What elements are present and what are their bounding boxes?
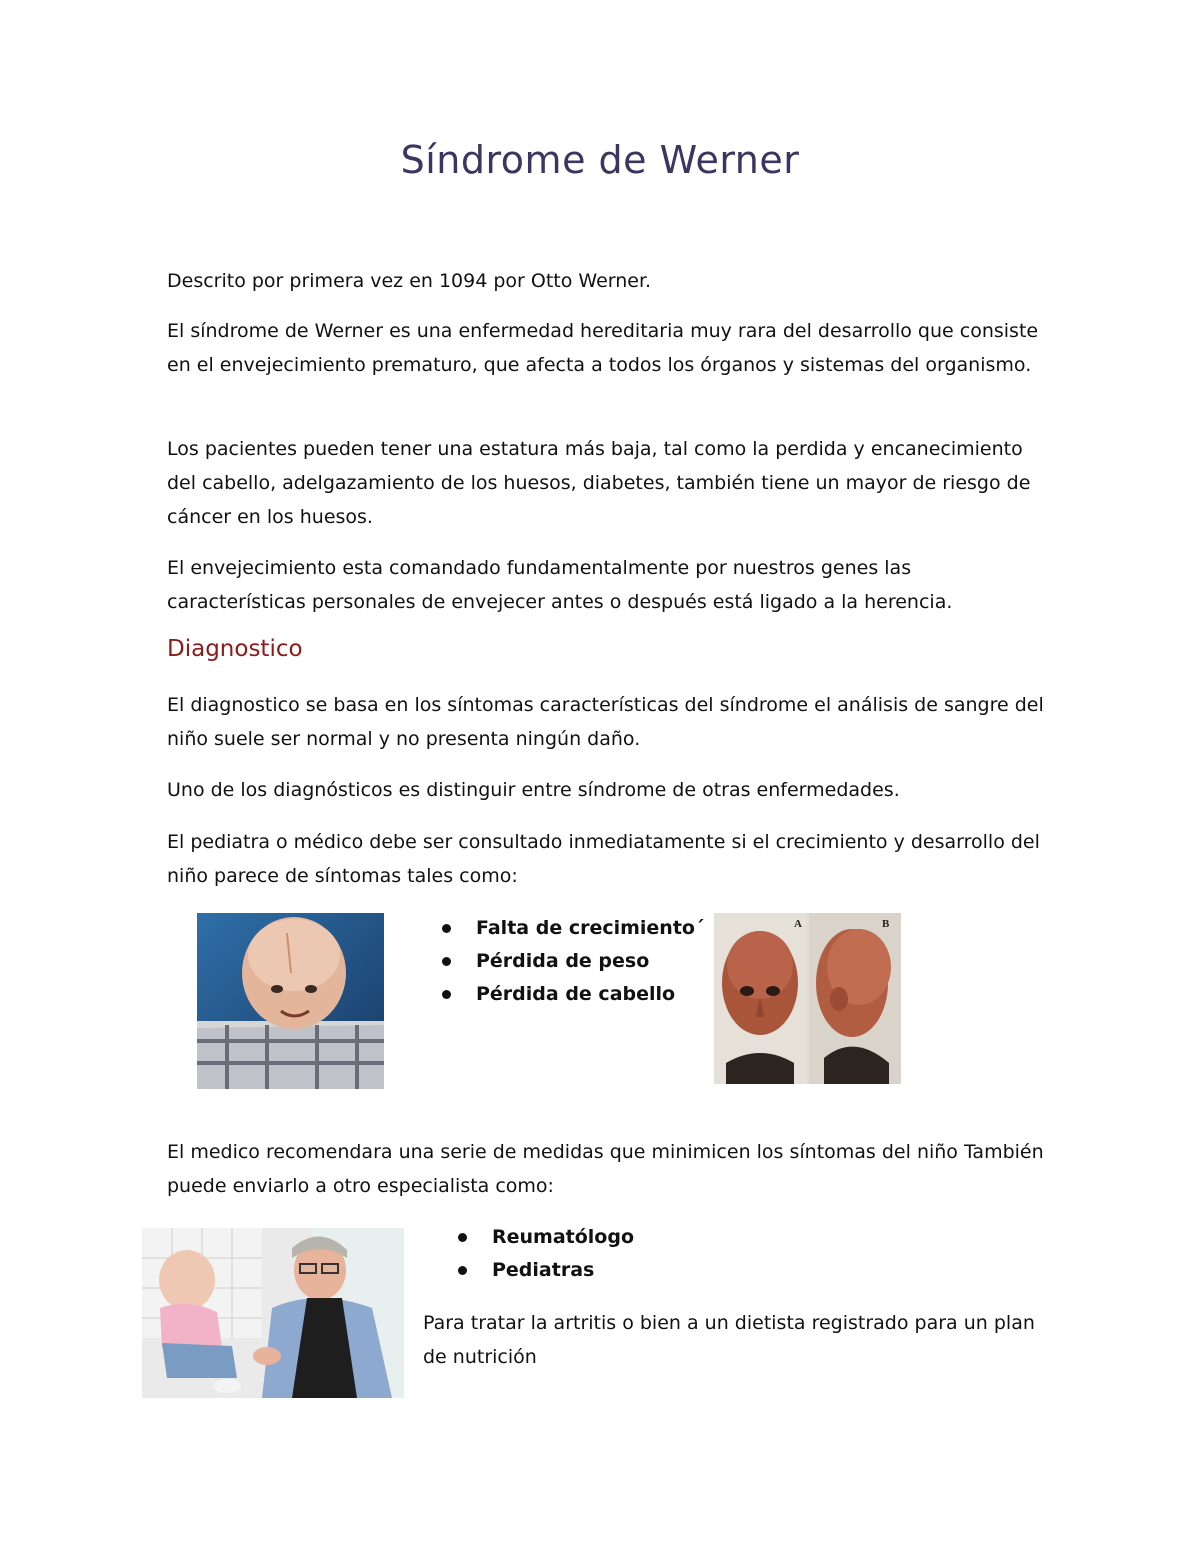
- intro-paragraph-1: Descrito por primera vez en 1094 por Otto Werner.: [167, 270, 652, 292]
- list-item: Pérdida de cabello: [440, 978, 704, 1011]
- list-item: Pérdida de peso: [440, 945, 704, 978]
- diagnostico-paragraph-2: Uno de los diagnósticos es distinguir entre síndrome de otras enfermedades.: [167, 779, 900, 801]
- intro-paragraph-3: Los pacientes pueden tener una estatura más baja, tal como la perdida y encanecimiento del cabello, adelgazamiento de los huesos, diabetes, también tiene un mayor de riesgo de cáncer en los huesos.: [167, 438, 1031, 528]
- child-portrait-photo: [197, 913, 384, 1089]
- intro-paragraph-2: El síndrome de Werner es una enfermedad hereditaria muy rara del desarrollo que consiste en el envejecimiento prematuro, que afecta a todos los órganos y sistemas del organismo.: [167, 320, 1039, 376]
- tratamiento-paragraph: El medico recomendara una serie de medidas que minimicen los síntomas del niño También puede enviarlo a otro especialista como:: [167, 1141, 1044, 1197]
- panel-label-b: B: [882, 918, 890, 930]
- panel-label-a: A: [794, 918, 802, 930]
- list-item: Pediatras: [456, 1254, 634, 1287]
- symptoms-list: [440, 912, 704, 1011]
- list-item: Reumatólogo: [456, 1221, 634, 1254]
- page-title: Síndrome de Werner: [400, 138, 800, 182]
- intro-paragraph-4: El envejecimiento esta comandado fundamentalmente por nuestros genes las características personales de envejecer antes o después está ligado a la herencia.: [167, 557, 953, 613]
- tratamiento-note: Para tratar la artritis o bien a un dietista registrado para un plan de nutrición: [423, 1312, 1035, 1368]
- specialists-list: [456, 1221, 634, 1287]
- diagnostico-paragraph-1: El diagnostico se basa en los síntomas características del síndrome el análisis de sangre del niño suele ser normal y no presenta ningún daño.: [167, 694, 1044, 750]
- doctor-child-photo: [142, 1228, 404, 1398]
- patient-profile-photo: [714, 913, 901, 1084]
- section-heading-diagnostico: Diagnostico: [167, 636, 303, 662]
- diagnostico-paragraph-3: El pediatra o médico debe ser consultado inmediatamente si el crecimiento y desarrollo del niño parece de síntomas tales como:: [167, 831, 1040, 887]
- list-item: Falta de crecimiento´: [440, 912, 704, 945]
